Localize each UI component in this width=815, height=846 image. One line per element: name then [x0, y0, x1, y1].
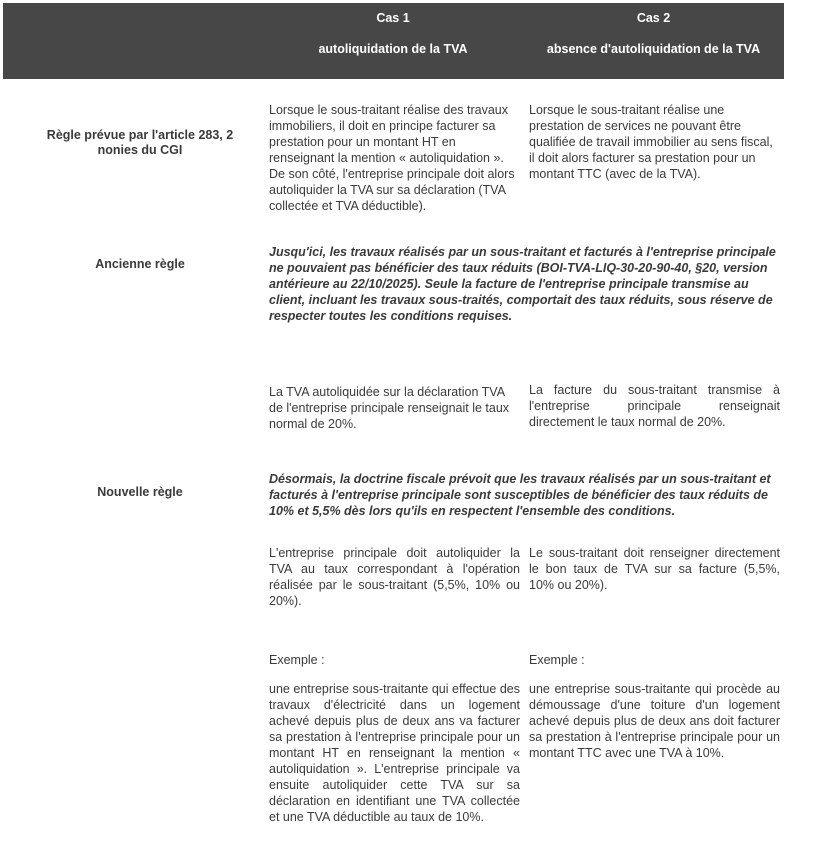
- header-cas1-subtitle: autoliquidation de la TVA: [318, 42, 468, 56]
- example-cas1: une entreprise sous-traitante qui effectue des travaux d'électricité dans un logement achevé depuis plus de deux ans va facturer sa prestation à l'entreprise principale pour un montant HT en renseignant la mention « autoliquidation ». L'entreprise principale va ensuite autoliquider cette TVA sur sa déclaration en identifiant une TVA collectée et une TVA déductible au taux de 10%.: [269, 682, 520, 824]
- ancienne-regle-cas1: La TVA autoliquidée sur la déclaration TVA de l'entreprise principale renseignait le taux normal de 20%.: [269, 385, 510, 431]
- nouvelle-regle-cas2: Le sous-traitant doit renseigner directement le bon taux de TVA sur sa facture (5,5%, 10% ou 20%).: [529, 546, 780, 592]
- nouvelle-regle-cas1: L'entreprise principale doit autoliquider la TVA au taux correspondant à l'opération réalisée par le sous-traitant (5,5%, 10% ou 20%).: [269, 546, 520, 608]
- table-header: [3, 3, 784, 79]
- example-label-cas2: Exemple :: [529, 653, 585, 667]
- header-cas1-title: Cas 1: [376, 11, 410, 25]
- ancienne-regle-cas2: La facture du sous-traitant transmise à l'entreprise principale renseignait directement le taux normal de 20%.: [529, 383, 780, 429]
- row-label-nouvelle-regle: Nouvelle règle: [97, 485, 183, 499]
- regle-prevue-cas2: Lorsque le sous-traitant réalise une prestation de services ne pouvant être qualifiée de travail immobilier au sens fiscal, il doit alors facturer sa prestation pour un montant TTC (avec de la TVA).: [529, 103, 773, 181]
- ancienne-regle-summary: Jusqu'ici, les travaux réalisés par un sous-traitant et facturés à l'entreprise principale ne pouvaient pas bénéficier des taux réduits (BOI-TVA-LIQ-30-20-90-40, §20, version antérieure au 22/10/2025). Seule la facture de l'entreprise principale transmise au client, incluant les travaux sous-traités, comportait des taux réduits, sous réserve de respecter toutes les conditions requises.: [269, 245, 776, 323]
- nouvelle-regle-summary: Désormais, la doctrine fiscale prévoit que les travaux réalisés par un sous-traitant et facturés à l'entreprise principale sont susceptibles de bénéficier des taux réduits de 10% et 5,5% dès lors qu'ils en respectent l'ensemble des conditions.: [269, 472, 771, 518]
- example-label-cas1: Exemple :: [269, 653, 325, 667]
- header-cas1: [263, 3, 523, 79]
- regle-prevue-cas1: Lorsque le sous-traitant réalise des travaux immobiliers, il doit en principe facturer sa prestation pour un montant HT en renseignant la mention « autoliquidation ». De son côté, l'entreprise principale doit alors autoliquider la TVA sur sa déclaration (TVA collectée et TVA déductible).: [269, 103, 515, 213]
- header-cas2: [523, 3, 784, 79]
- example-cas2: une entreprise sous-traitante qui procède au démoussage d'une toiture d'un logement achevé depuis plus de deux ans doit facturer sa prestation à l'entreprise principale pour un montant TTC avec une TVA à 10%.: [529, 682, 780, 760]
- row-label-regle-prevue: Règle prévue par l'article 283, 2 nonies du CGI: [46, 128, 234, 157]
- header-cas2-title: Cas 2: [636, 11, 671, 25]
- header-cas2-subtitle: absence d'autoliquidation de la TVA: [546, 42, 761, 56]
- row-label-ancienne-regle: Ancienne règle: [95, 257, 185, 271]
